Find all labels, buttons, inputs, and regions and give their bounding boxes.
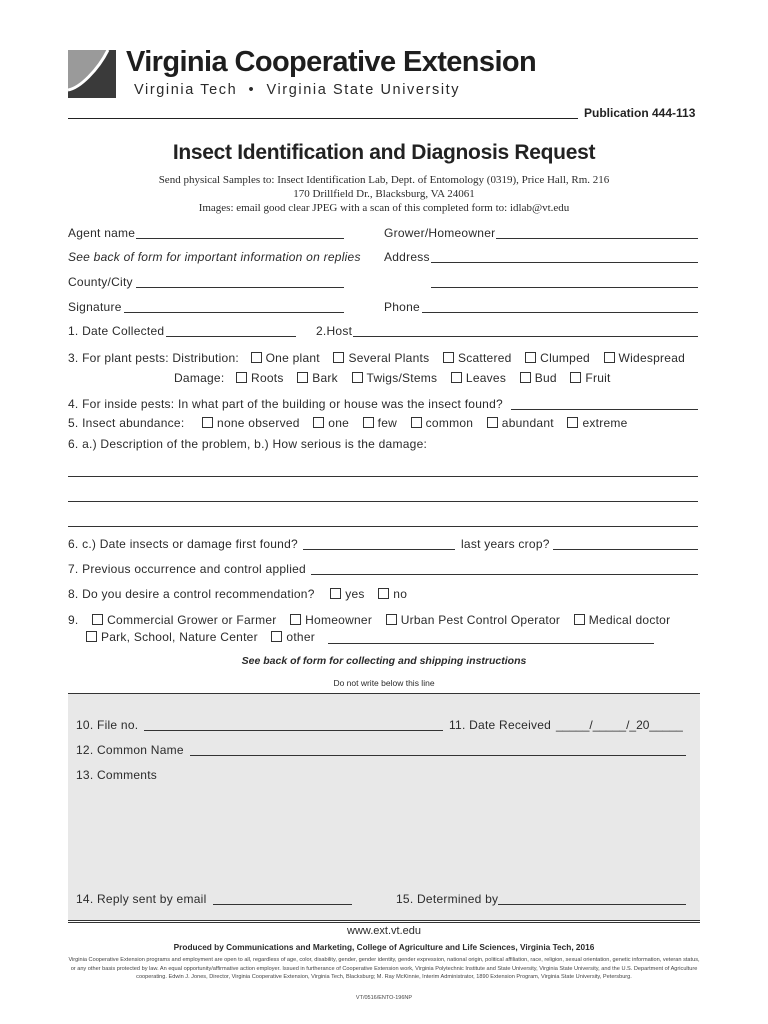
checkbox[interactable]: [443, 352, 454, 363]
file-no-field[interactable]: [144, 730, 443, 731]
option-label: Fruit: [585, 371, 611, 385]
abundance-label: 5. Insect abundance:: [68, 416, 185, 430]
requester-medical-doctor[interactable]: [574, 613, 671, 627]
inside-pests-field[interactable]: [511, 409, 698, 410]
file-no-label: 10. File no.: [76, 718, 139, 732]
org-subtitle: Virginia Tech • Virginia State University: [134, 82, 461, 98]
see-back-note: See back of form for important information on replies: [68, 250, 361, 264]
agent-name-field[interactable]: [136, 238, 344, 239]
option-label: Twigs/Stems: [366, 371, 438, 385]
footer-website[interactable]: www.ext.vt.edu: [347, 925, 421, 937]
damage-label: Damage:: [174, 371, 225, 385]
option-label: Bud: [534, 371, 557, 385]
requester-type-row-1: [68, 613, 680, 627]
option-label: no: [393, 587, 408, 601]
footer-code: VT/0516/ENTO-196NP: [355, 995, 413, 1001]
damage-bark[interactable]: [297, 371, 338, 385]
signature-label: Signature: [68, 300, 122, 314]
date-first-found-field[interactable]: [303, 549, 455, 550]
option-label: Roots: [251, 371, 284, 385]
abundance-one[interactable]: [313, 416, 349, 430]
grower-field[interactable]: [496, 238, 698, 239]
option-label: Leaves: [465, 371, 507, 385]
determined-by-label: 15. Determined by: [396, 892, 499, 906]
date-received-label: 11. Date Received: [449, 718, 552, 732]
address-field[interactable]: [431, 262, 698, 263]
checkbox[interactable]: [411, 417, 422, 428]
images-email-line: Images: email good clear JPEG with a scan of this completed form to: idlab@vt.edu: [198, 202, 570, 214]
abundance-abundant[interactable]: [487, 416, 554, 430]
checkbox[interactable]: [271, 631, 282, 642]
signature-field[interactable]: [124, 312, 344, 313]
date-collected-label: 1. Date Collected: [68, 324, 165, 338]
requester-commercial-grower[interactable]: [92, 613, 276, 627]
host-label: 2.Host: [316, 324, 353, 338]
checkbox[interactable]: [333, 352, 344, 363]
checkbox[interactable]: [520, 372, 531, 383]
footer-produced-by: Produced by Communications and Marketing, College of Agriculture and Life Sciences, Virginia Tech, 2016: [173, 942, 595, 952]
checkbox[interactable]: [487, 417, 498, 428]
control-no[interactable]: [378, 587, 407, 601]
checkbox[interactable]: [330, 588, 341, 599]
description-line-2[interactable]: [68, 501, 698, 502]
option-label: Homeowner: [305, 613, 373, 627]
publication-number: Publication 444-113: [584, 106, 696, 120]
last-years-crop-field[interactable]: [553, 549, 698, 550]
checkbox[interactable]: [451, 372, 462, 383]
option-label: Several Plants: [348, 351, 430, 365]
option-label: abundant: [501, 416, 554, 430]
checkbox[interactable]: [313, 417, 324, 428]
date-received-field[interactable]: _____/_____/_20_____: [556, 718, 683, 732]
q9-number: 9.: [68, 613, 79, 627]
checkbox[interactable]: [352, 372, 363, 383]
option-label: Urban Pest Control Operator: [400, 613, 561, 627]
do-not-write-note: Do not write below this line: [333, 678, 435, 688]
checkbox[interactable]: [570, 372, 581, 383]
determined-by-field[interactable]: [498, 904, 686, 905]
send-samples-line: Send physical Samples to: Insect Identification Lab, Dept. of Entomology (0319), Price Hall, Rm. 216: [158, 174, 610, 186]
abundance-none-observed[interactable]: [202, 416, 300, 430]
damage-row: [174, 371, 621, 385]
option-label: yes: [345, 587, 365, 601]
checkbox[interactable]: [378, 588, 389, 599]
comments-label: 13. Comments: [76, 768, 158, 782]
footer-rule: [68, 922, 700, 923]
option-label: Medical doctor: [588, 613, 671, 627]
checkbox[interactable]: [236, 372, 247, 383]
checkbox[interactable]: [386, 614, 397, 625]
option-label: none observed: [217, 416, 300, 430]
option-label: other: [286, 630, 316, 644]
option-label: Clumped: [540, 351, 590, 365]
last-years-crop-label: last years crop?: [461, 537, 550, 551]
option-label: Commercial Grower or Farmer: [107, 613, 277, 627]
common-name-field[interactable]: [190, 755, 686, 756]
county-label: County/City: [68, 275, 133, 289]
checkbox[interactable]: [567, 417, 578, 428]
vce-logo: [68, 50, 116, 98]
requester-park-school[interactable]: [86, 630, 258, 644]
common-name-label: 12. Common Name: [76, 743, 184, 757]
reply-sent-label: 14. Reply sent by email: [76, 892, 207, 906]
damage-leaves[interactable]: [451, 371, 506, 385]
damage-twigs-stems[interactable]: [352, 371, 438, 385]
abundance-extreme[interactable]: [567, 416, 627, 430]
previous-occurrence-label: 7. Previous occurrence and control applied: [68, 562, 306, 576]
address-label: Address: [384, 250, 430, 264]
requester-type-row-2: [86, 630, 325, 644]
date-first-found-label: 6. c.) Date insects or damage first found?: [68, 537, 298, 551]
inside-pests-label: 4. For inside pests: In what part of the building or house was the insect found?: [68, 397, 503, 411]
distribution-label: 3. For plant pests: Distribution:: [68, 351, 239, 365]
form-title: Insect Identification and Diagnosis Request: [172, 141, 596, 164]
option-label: Scattered: [457, 351, 512, 365]
requester-homeowner[interactable]: [290, 613, 372, 627]
checkbox[interactable]: [574, 614, 585, 625]
date-collected-field[interactable]: [166, 336, 296, 337]
distribution-scattered[interactable]: [443, 351, 512, 365]
control-yes[interactable]: [330, 587, 364, 601]
abundance-row: [68, 416, 638, 430]
option-label: Widespread: [618, 351, 686, 365]
agent-name-label: Agent name: [68, 226, 136, 240]
distribution-several-plants[interactable]: [333, 351, 429, 365]
option-label: Bark: [312, 371, 338, 385]
phone-field[interactable]: [422, 312, 698, 313]
org-name: Virginia Cooperative Extension: [126, 46, 537, 78]
description-line-3[interactable]: [68, 526, 698, 527]
address-field-line2[interactable]: [431, 287, 698, 288]
checkbox[interactable]: [251, 352, 262, 363]
checkbox[interactable]: [86, 631, 97, 642]
reply-sent-field[interactable]: [213, 904, 352, 905]
description-line-1[interactable]: [68, 476, 698, 477]
distribution-row: [68, 351, 695, 365]
abundance-few[interactable]: [363, 416, 397, 430]
distribution-one-plant[interactable]: [251, 351, 320, 365]
control-recommendation-label: 8. Do you desire a control recommendation?: [68, 587, 315, 601]
previous-occurrence-field[interactable]: [311, 574, 698, 575]
damage-roots[interactable]: [236, 371, 284, 385]
requester-urban-pest-control[interactable]: [386, 613, 561, 627]
checkbox[interactable]: [363, 417, 374, 428]
description-label: 6. a.) Description of the problem, b.) How serious is the damage:: [68, 437, 428, 451]
damage-fruit[interactable]: [570, 371, 610, 385]
distribution-clumped[interactable]: [525, 351, 590, 365]
control-recommendation-row: [68, 587, 417, 601]
option-label: Park, School, Nature Center: [101, 630, 258, 644]
grower-label: Grower/Homeowner: [384, 226, 496, 240]
checkbox[interactable]: [202, 417, 213, 428]
checkbox[interactable]: [92, 614, 103, 625]
option-label: one: [328, 416, 350, 430]
checkbox[interactable]: [297, 372, 308, 383]
damage-bud[interactable]: [520, 371, 557, 385]
footer-disclaimer: Virginia Cooperative Extension programs and employment are open to all, regardless of age, color, disability, gender, gender identity, gender expression, national origin, political affiliation, race, religion, sexual orientation, genetic information, veteran status, or any other basis protected by law. An equal opportunity/affirmative action employer. Issued in furtherance of Cooperative Extension work, Virginia Polytechnic Institute and State University, Virginia State University, and the U.S. Department of Agriculture cooperating. Edwin J. Jones, Director, Virginia Cooperative Extension, Virginia Tech, Blacksburg; M. Ray McKinnie, Interim Administrator, 1890 Extension Program, Virginia State University, Petersburg.: [68, 957, 700, 980]
lab-address-line: 170 Drillfield Dr., Blacksburg, VA 24061: [293, 188, 475, 200]
abundance-common[interactable]: [411, 416, 474, 430]
county-field[interactable]: [136, 287, 344, 288]
distribution-widespread[interactable]: [604, 351, 686, 365]
phone-label: Phone: [384, 300, 420, 314]
requester-other[interactable]: [271, 630, 315, 644]
option-label: extreme: [582, 416, 628, 430]
option-label: One plant: [265, 351, 320, 365]
checkbox[interactable]: [525, 352, 536, 363]
host-field[interactable]: [353, 336, 698, 337]
option-label: common: [425, 416, 474, 430]
shipping-instructions-note: See back of form for collecting and shipping instructions: [241, 655, 527, 667]
checkbox[interactable]: [290, 614, 301, 625]
requester-other-field[interactable]: [328, 643, 654, 644]
option-label: few: [377, 416, 398, 430]
checkbox[interactable]: [604, 352, 615, 363]
header-rule: [68, 118, 578, 119]
